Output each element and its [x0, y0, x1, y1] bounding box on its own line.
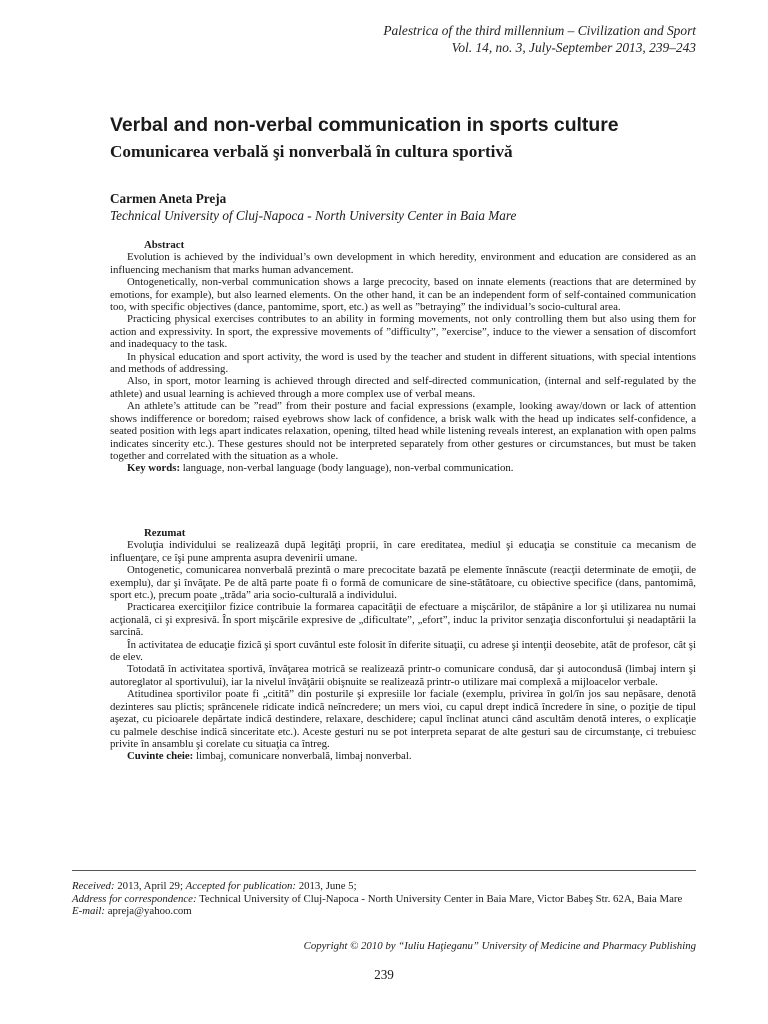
- address-text: Technical University of Cluj-Napoca - North University Center in Baia Mare, Victor Babeş Str. 62A, Baia Mare: [199, 892, 683, 905]
- email-label: E-mail:: [72, 905, 105, 918]
- received-label: Received:: [72, 880, 115, 892]
- keywords-label: Key words:: [127, 462, 181, 475]
- keywords-text: language, non-verbal language (body language), non-verbal communication.: [182, 462, 514, 475]
- abstract-paragraph: In physical education and sport activity, the word is used by the teacher and student in different situations, with special intentions and methods of addressing.: [110, 350, 696, 376]
- email-address[interactable]: apreja@yahoo.com: [107, 905, 192, 918]
- article-title-en: Verbal and non-verbal communication in sports culture: [110, 114, 619, 136]
- rezumat-paragraph: Totodată în activitatea sportivă, învăţarea motrică se realizează printr-o comunicare condusă, dar şi autocondusă (limbaj intern şi autoreglator al sportivului), iar la nivelul învăţării obişnuite se realizează printr-o utilizare mai complexă a mijloacelor verbale.: [110, 663, 696, 688]
- article-footer: [72, 870, 696, 918]
- abstract-heading: Abstract: [144, 239, 185, 251]
- rezumat-paragraph: Atitudinea sportivilor poate fi „citită” din posturile şi expresiile lor faciale (exemplu, privirea în gol/în jos sau nepăsare, denotă dezinteres sau plictis; sprâncenele ridicate indică neîncredere; un mers vioi, cu capul drept indică încredere în sine, o poziţie de tipul aşezat, cu picioarele depărtate indică destindere, relaxare, deschidere; capul înclinat atunci când ascultăm denotă interes, o explicaţie cu palmele deschise indică sinceritate etc.). Aceste gesturi nu se pot interpreta separat de alte gesturi sau de circumstanţe, ci trebuiesc privite în ansamblu şi corelate cu situaţia ca întreg.: [110, 688, 696, 750]
- rezumat-section: [110, 527, 696, 763]
- received-line: [72, 880, 696, 893]
- address-line: [72, 893, 696, 906]
- page-number: 239: [374, 967, 394, 982]
- rezumat-paragraph: Practicarea exerciţiilor fizice contribuie la formarea capacităţii de efectuare a mişcărilor, de stăpânire a lor şi utilizarea nu numai acţională, ci şi expresivă. În sport mişcările expresive de „dificultate”, „efort”, induc la privitor senzaţia disconfortului şi neadaptării la sarcină.: [110, 601, 696, 639]
- rezumat-keywords: [110, 750, 696, 762]
- author-affiliation: Technical University of Cluj-Napoca - North University Center in Baia Mare: [110, 208, 517, 223]
- author-name: Carmen Aneta Preja: [110, 191, 227, 206]
- email-line: [72, 905, 696, 918]
- cuvinte-cheie-label: Cuvinte cheie:: [127, 750, 194, 763]
- abstract-paragraph: An athlete’s attitude can be ”read” from their posture and facial expressions (example, looking away/down or lack of attention shows indifference or boredom; raised eyebrows show lack of confidence, a brisk walk with the head up indicates self-confidence, a seated position with legs apart indicates relaxation, opening, tilted head while listening reveals interest, an explanation with open palms indicates sincerity etc.). These gestures should not be interpreted separately from other gestures or circumstances, but must be taken together and correlated with the situation as a whole.: [110, 400, 696, 462]
- rezumat-heading: Rezumat: [144, 527, 186, 539]
- abstract-paragraph: Also, in sport, motor learning is achieved through directed and self-directed communication, (internal and self-regulated by the athlete) and usual learning is achieved through a more complex use of verbal means.: [110, 375, 696, 400]
- abstract-keywords: [110, 462, 696, 474]
- abstract-section: [110, 239, 696, 475]
- copyright-notice: Copyright © 2010 by “Iuliu Haţieganu” University of Medicine and Pharmacy Publishing: [303, 940, 696, 952]
- abstract-paragraph: Practicing physical exercises contributes to an ability in forming movements, not only controlling them but also using them for action and expressivity. In sport, the expressive movements of ”difficulty”, ”exercise”, induce to the viewer a sensation of discomfort and inadequacy to the task.: [110, 313, 696, 351]
- journal-title: Palestrica of the third millennium – Civilization and Sport: [383, 23, 696, 38]
- cuvinte-cheie-text: limbaj, comunicare nonverbală, limbaj nonverbal.: [195, 750, 412, 763]
- accepted-label: Accepted for publication:: [185, 880, 296, 892]
- rezumat-paragraph: În activitatea de educaţie fizică şi sport cuvântul este folosit în diferite situaţii, cu adrese şi intenţii deosebite, atât de profesor, cât şi de elev.: [110, 638, 696, 664]
- article-title-ro: Comunicarea verbală şi nonverbală în cultura sportivă: [110, 142, 513, 161]
- address-label: Address for correspondence:: [72, 892, 197, 905]
- running-head: [136, 22, 696, 56]
- abstract-paragraph: Ontogenetically, non-verbal communication shows a large precocity, based on innate elements (reactions that are determined by emotions, for example), but also learned elements. On the other hand, it can be an independent form of self-contained communication too, with specific objectives (dance, pantomime, sport, etc.) as well as ”betraying” the individual’s socio-cultural area.: [110, 276, 696, 314]
- journal-volume: Vol. 14, no. 3, July-September 2013, 239–243: [451, 40, 696, 55]
- rezumat-paragraph: Evoluţia individului se realizează după legităţi proprii, în care ereditatea, mediul şi educaţia se constituie ca mecanism de influenţare, ce îşi pune amprenta asupra devenirii umane.: [110, 539, 696, 564]
- rezumat-paragraph: Ontogenetic, comunicarea nonverbală prezintă o mare precocitate bazată pe elemente înnăscute (reacţii determinate de emoţii, de exemplu), dar şi învăţate. Pe de altă parte poate fi o formă de comunicare de sine-stătătoare, cu obiective specifice (dans, pantomimă, sport etc.), precum poate „trăda” aria socio-culturală a individului.: [110, 564, 696, 602]
- abstract-paragraph: Evolution is achieved by the individual’s own development in which heredity, environment and education are considered as an influencing mechanism that marks human advancement.: [110, 251, 696, 276]
- received-date: 2013, April 29;: [117, 880, 183, 892]
- accepted-date: 2013, June 5;: [298, 880, 357, 892]
